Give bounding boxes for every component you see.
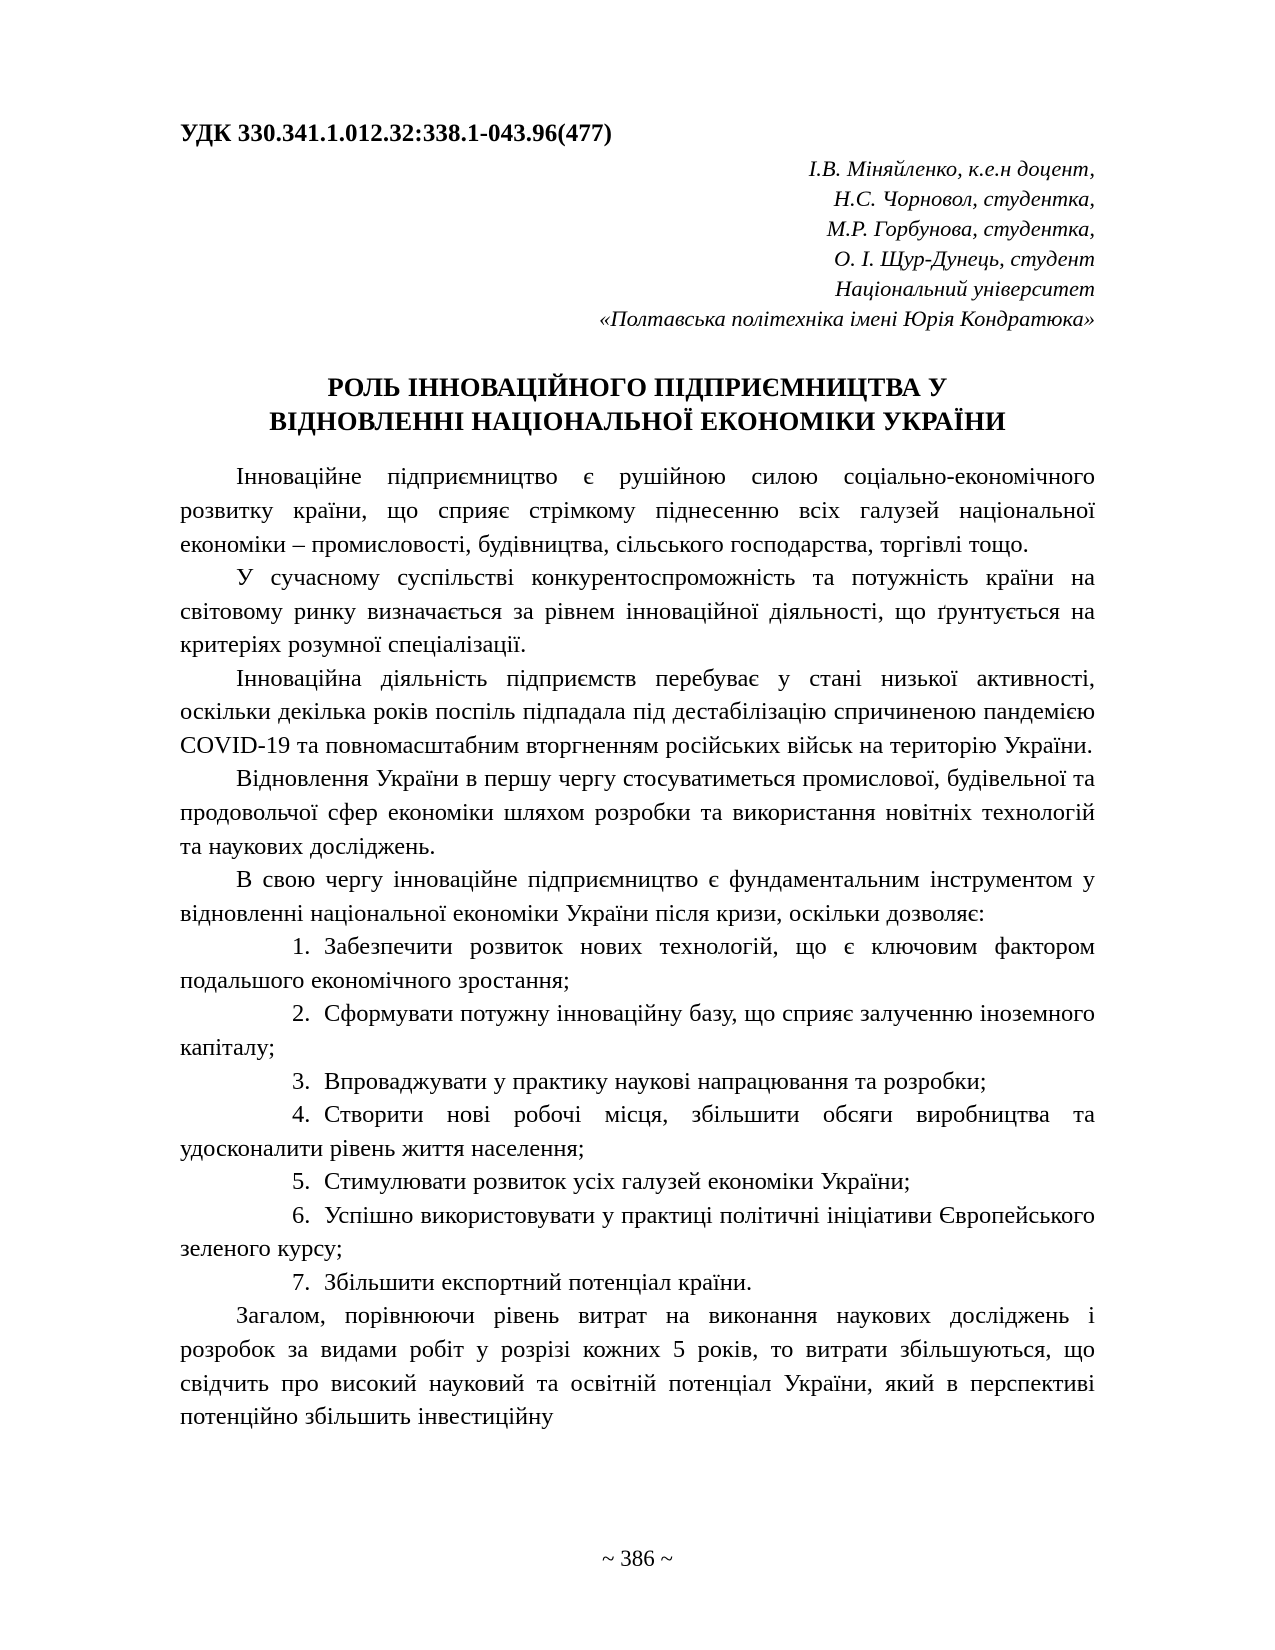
list-item-text: Збільшити експортний потенціал країни. xyxy=(324,1268,753,1296)
list-item xyxy=(180,1165,1095,1199)
list-item-text: Сформувати потужну інноваційну базу, що сприяє залученню іноземного капіталу; xyxy=(180,1000,1095,1061)
paragraph: Загалом, порівнюючи рівень витрат на виконання наукових досліджень і розробок за видами робіт у розрізі кожних 5 років, то витрати збільшуються, що свідчить про високий науковий та освітній потенціал України, який в перспективі потенційно збільшить інвестиційну xyxy=(180,1302,1095,1431)
title-line: РОЛЬ ІННОВАЦІЙНОГО ПІДПРИЄМНИЦТВА У xyxy=(327,371,948,402)
author-line: І.В. Міняйленко, к.е.н доцент, xyxy=(808,156,1095,181)
affiliation-line: «Полтавська політехніка імені Юрія Кондратюка» xyxy=(599,305,1095,331)
author-line: О. І. Щур-Дунець, студент xyxy=(834,245,1095,271)
list-item xyxy=(180,1098,1095,1165)
udk-code: УДК 330.341.1.012.32:338.1-043.96(477) xyxy=(180,120,612,147)
list-item-number: 3. xyxy=(292,1067,311,1095)
list-item xyxy=(180,1199,1095,1266)
list-item-number: 6. xyxy=(292,1201,311,1229)
list-item-number: 4. xyxy=(292,1101,311,1129)
list-item-text: Стимулювати розвиток усіх галузей економіки України; xyxy=(324,1168,911,1196)
list-item xyxy=(180,930,1095,997)
list-item-text: Успішно використовувати у практиці політичні ініціативи Європейського зеленого курсу; xyxy=(180,1201,1095,1263)
affiliation-line: Національний університет xyxy=(835,275,1095,301)
paragraph: В свою чергу інноваційне підприємництво є фундаментальним інструментом у відновленні національної економіки України після кризи, оскільки дозволяє: xyxy=(180,866,1095,927)
author-line: Н.С. Чорновол, студентка, xyxy=(833,185,1095,211)
list-item-number: 7. xyxy=(292,1268,311,1296)
author-block xyxy=(180,154,1095,334)
list-item-text: Забезпечити розвиток нових технологій, що є ключовим фактором подальшого економічного зростання; xyxy=(180,933,1095,994)
paragraph: Інноваційне підприємництво є рушійною силою соціально-економічного розвитку країни, що сприяє стрімкому піднесенню всіх галузей національної економіки – промисловості, будівництва, сільського господарства, торгівлі тощо. xyxy=(180,463,1095,558)
page-number: ~ 386 ~ xyxy=(602,1546,673,1571)
numbered-list xyxy=(180,930,1095,1299)
list-item-text: Створити нові робочі місця, збільшити обсяги виробництва та удосконалити рівень життя населення; xyxy=(180,1101,1095,1162)
list-item-number: 2. xyxy=(292,1000,311,1028)
paragraph: Відновлення України в першу чергу стосуватиметься промислової, будівельної та продовольчої сфер економіки шляхом розробки та використання новітніх технологій та наукових досліджень. xyxy=(180,765,1095,860)
page-title xyxy=(180,370,1095,439)
list-item xyxy=(180,1065,1095,1099)
list-item-number: 5. xyxy=(292,1168,311,1196)
paragraph: Інноваційна діяльність підприємств перебуває у стані низької активності, оскільки декілька років поспіль підпадала під дестабілізацію спричиненою пандемією COVID-19 та повномасштабним вторгненням російських військ на територію України. xyxy=(180,664,1095,759)
author-line: М.Р. Горбунова, студентка, xyxy=(826,215,1095,241)
paragraph: У сучасному суспільстві конкурентоспроможність та потужність країни на світовому ринку визначається за рівнем інноваційної діяльності, що ґрунтується на критеріях розумної спеціалізації. xyxy=(180,564,1095,659)
title-line: ВІДНОВЛЕННІ НАЦІОНАЛЬНОЇ ЕКОНОМІКИ УКРАЇНИ xyxy=(269,405,1006,436)
list-item-text: Впроваджувати у практику наукові напрацювання та розробки; xyxy=(324,1067,987,1095)
list-item xyxy=(180,1266,1095,1300)
list-item xyxy=(180,997,1095,1064)
article-body xyxy=(180,460,1095,1433)
list-item-number: 1. xyxy=(292,933,311,961)
